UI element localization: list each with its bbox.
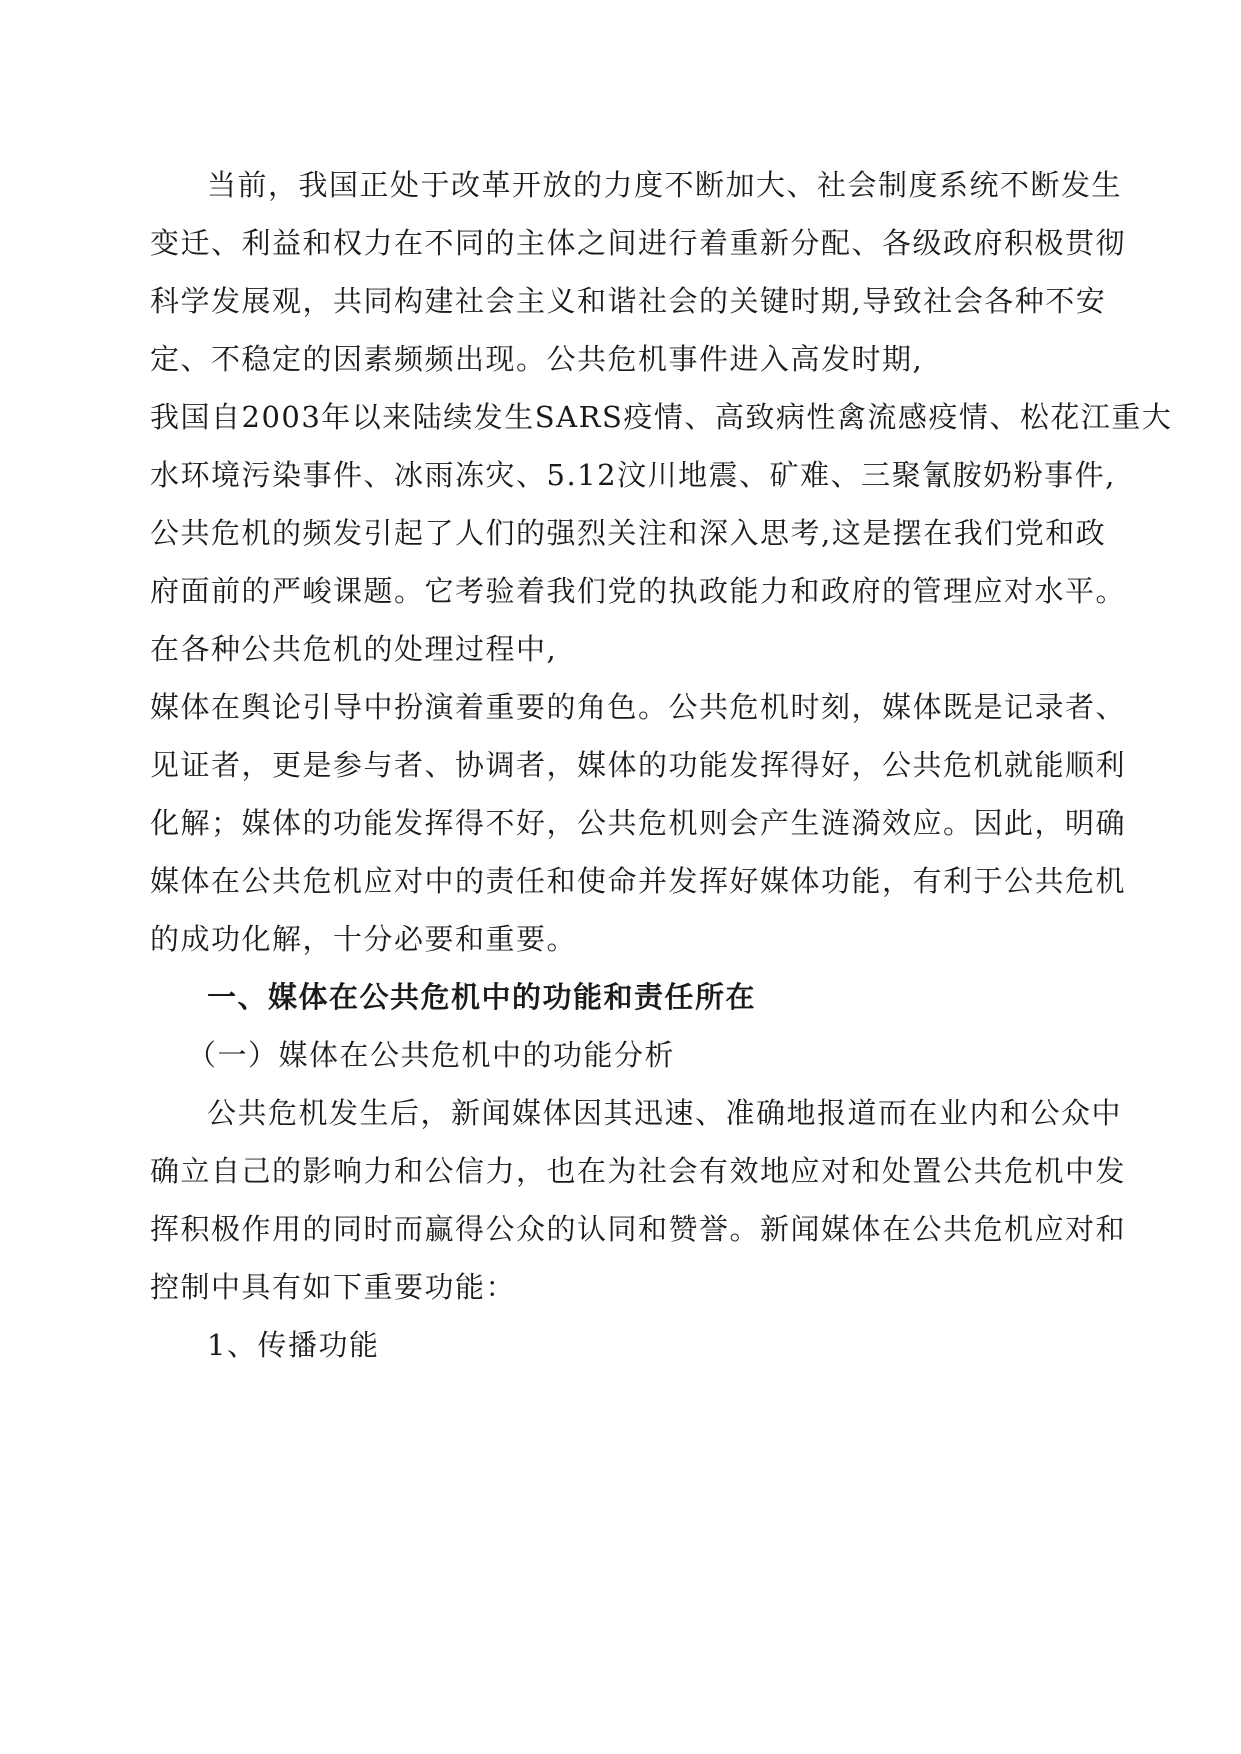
- paragraph-line: 水环境污染事件、冰雨冻灾、5.12汶川地震、矿难、三聚氰胺奶粉事件,: [150, 458, 1116, 492]
- section-heading: 一、媒体在公共危机中的功能和责任所在: [207, 980, 757, 1014]
- subsection-heading: （一）媒体在公共危机中的功能分析: [187, 1038, 676, 1072]
- paragraph-line: 科学发展观，共同构建社会主义和谐社会的关键时期,导致社会各种不安: [150, 284, 1107, 318]
- paragraph-line: 公共危机发生后，新闻媒体因其迅速、准确地报道而在业内和公众中: [207, 1096, 1123, 1130]
- paragraph-line: 化解；媒体的功能发挥得不好，公共危机则会产生涟漪效应。因此，明确: [150, 806, 1127, 840]
- paragraph-line: 在各种公共危机的处理过程中,: [150, 632, 558, 666]
- paragraph-line: 定、不稳定的因素频频出现。公共危机事件进入高发时期,: [150, 342, 924, 376]
- paragraph-line: 公共危机的频发引起了人们的强烈关注和深入思考,这是摆在我们党和政: [150, 516, 1107, 550]
- paragraph-line: 府面前的严峻课题。它考验着我们党的执政能力和政府的管理应对水平。: [150, 574, 1127, 608]
- paragraph-line: 当前，我国正处于改革开放的力度不断加大、社会制度系统不断发生: [207, 168, 1123, 202]
- paragraph-line: 变迁、利益和权力在不同的主体之间进行着重新分配、各级政府积极贯彻: [150, 226, 1127, 260]
- paragraph-line: 见证者，更是参与者、协调者，媒体的功能发挥得好，公共危机就能顺利: [150, 748, 1127, 782]
- paragraph-line: 确立自己的影响力和公信力，也在为社会有效地应对和处置公共危机中发: [150, 1154, 1127, 1188]
- list-item: 1、传播功能: [207, 1328, 380, 1362]
- paragraph-line: 的成功化解，十分必要和重要。: [150, 922, 578, 956]
- paragraph-line: 媒体在公共危机应对中的责任和使命并发挥好媒体功能，有利于公共危机: [150, 864, 1127, 898]
- paragraph-line: 媒体在舆论引导中扮演着重要的角色。公共危机时刻，媒体既是记录者、: [150, 690, 1127, 724]
- paragraph-line: 控制中具有如下重要功能：: [150, 1270, 517, 1304]
- paragraph-line: 挥积极作用的同时而赢得公众的认同和赞誉。新闻媒体在公共危机应对和: [150, 1212, 1127, 1246]
- paragraph-line: 我国自2003年以来陆续发生SARS疫情、高致病性禽流感疫情、松花江重大: [150, 400, 1173, 434]
